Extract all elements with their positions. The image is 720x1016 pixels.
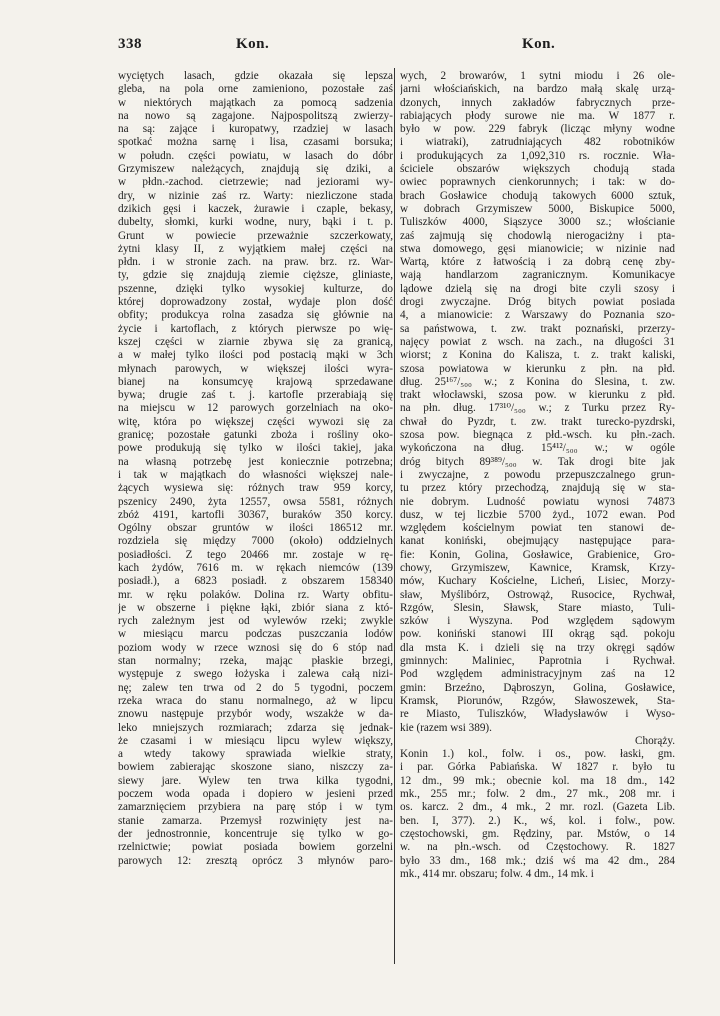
- text-line: wych, 2 browarów, 1 sytni miodu i 26 ole-: [400, 70, 675, 82]
- text-line: stanie zamarza. Przemysł rozwinięty jest na-: [118, 814, 393, 827]
- text-line: szosa pow. biegnąca z płd.-wsch. ku płn.-zach.: [400, 429, 675, 442]
- text-line: Wartą, które z łatwością i za dobrą cenę zby-: [400, 256, 675, 269]
- text-line: na własną potrzebę jest koniecznie potrzebna;: [118, 455, 393, 468]
- text-line: dry, w nizinie zaś rz. Warty: niezliczone stada: [118, 189, 393, 202]
- text-line: zaś zajmują się chodowlą nierogaciżny i pta-: [400, 229, 675, 242]
- text-line: Ogólny obszar gruntów w ilości 186512 mr.: [118, 522, 393, 535]
- text-line: rzelnictwie; powiat posiada bowiem gorzelni: [118, 841, 393, 854]
- text-line: częstochowski, gm. Rędziny, par. Mstów, o 14: [400, 827, 675, 840]
- text-line: było 33 dm., 168 mk.; dziś wś ma 42 dm., 284: [400, 854, 675, 867]
- text-line: je w obszerne i piękne łąki, zbiór siana z któ-: [118, 601, 393, 614]
- text-line: dzikich gęsi i kaczek, żurawie i czaple, bekasy,: [118, 202, 393, 215]
- text-line: gminnych: Maliniec, Paprotnia i Rychwał.: [400, 655, 675, 668]
- text-line: dług. 25¹⁶⁷/₅₀₀ w.; z Konina do Slesina, t. zw.: [400, 375, 675, 388]
- running-head-right: Kon.: [522, 36, 556, 52]
- text-line: w połudn. części powiatu, w lasach do dóbr: [118, 149, 393, 162]
- text-line: mr. w ręku polaków. Dolina rz. Warty obfitu-: [118, 588, 393, 601]
- text-line: znowu następuje przybór wody, wszakże w da-: [118, 708, 393, 721]
- text-line: zbóż 4191, kartofli 30367, buraków 350 korcy.: [118, 508, 393, 521]
- text-line: witę, która po większej części wywozi się za: [118, 415, 393, 428]
- text-line: Rzgów, Slesin, Sławsk, Stare miasto, Tuli-: [400, 601, 675, 614]
- text-line: der jednostronnie, koncentruje się tylko w go-: [118, 827, 393, 840]
- text-line: chowy, Grzymiszew, Kawnice, Kramsk, Krzy-: [400, 561, 675, 574]
- text-line: rych zależnym jest od wylewów rzeki; zwykle: [118, 615, 393, 628]
- text-line: drogi zwyczajne. Dróg bitych powiat posiada: [400, 296, 675, 309]
- text-line: wają handlarzom zagranicznym. Komunikacye: [400, 269, 675, 282]
- text-line: której doprowadzony został, wydaje plon dość: [118, 296, 393, 309]
- text-line: posiadł.), a 6823 posiadł. z obszarem 158340: [118, 575, 393, 588]
- text-line: spotkać można sarnę i lisa, czasami borsuka;: [118, 136, 393, 149]
- text-line: żących wysiewa się: różnych traw 959 korcy,: [118, 482, 393, 495]
- text-line: i tak w majątkach do własności większej nale-: [118, 468, 393, 481]
- text-line: powe produkują się tylko w ilości takiej, jaka: [118, 442, 393, 455]
- text-line: kach żydów, 7616 m. w rękach niemców (139: [118, 561, 393, 574]
- text-line: obfity; produkcya rolna zasadza się głównie na: [118, 309, 393, 322]
- text-line: i zwyczajne, z powodu przepuszczalnego grun-: [400, 468, 675, 481]
- text-line: szków i Wyszyna. Pod względem sądowym: [400, 615, 675, 628]
- text-line: wiorst; z Konina do Kalisza, t. z. trakt kaliski,: [400, 349, 675, 362]
- text-line: leko mniejszych rozmiarach; zdarza się jednak-: [118, 721, 393, 734]
- text-line: wykończona na dług. 15⁴¹²/₅₀₀ w.; w ogóle: [400, 442, 675, 455]
- text-line: jarni włościańskich, na bardzo małą skalę urzą-: [400, 83, 675, 96]
- text-line: ściciele obszarów większych chodują stada: [400, 163, 675, 176]
- page-number: 338: [118, 36, 142, 52]
- text-line: że czasami i w miesiącu lipcu wylew większy,: [118, 734, 393, 747]
- text-line: zamarznięciem przybiera na parę stóp i w tym: [118, 801, 393, 814]
- column-divider: [394, 68, 395, 964]
- text-line: gleba, na pola orne zamieniono, pozostałe zaś: [118, 83, 393, 96]
- text-line: w płdn.-zachod. cietrzewie; nad jeziorami wy-: [118, 176, 393, 189]
- text-line: młynach parowych, w większej ilości wyra-: [118, 362, 393, 375]
- text-line: Chorąży.: [635, 734, 675, 747]
- text-line: najęcy powiat z wsch. na zach., na długości 31: [400, 335, 675, 348]
- text-line: bywa; drugie zaś t. j. kartofle przerabiają się: [118, 389, 393, 402]
- text-line: pow. koniński stanowi III okrąg sąd. pokoju: [400, 628, 675, 641]
- text-line: dla msta K. i dzieli się na trzy okręgi sądów: [400, 641, 675, 654]
- text-line: bowiem zabierając skoszone siano, niszczy za-: [118, 761, 393, 774]
- text-line: rzeka wraca do stanu normalnego, aż w lipcu: [118, 694, 393, 707]
- running-head-left: Kon.: [236, 36, 270, 52]
- text-line: Grzymiszew należących, znajdują się dziki, a: [118, 163, 393, 176]
- text-line: względem kościelnym powiat ten stanowi de-: [400, 522, 675, 535]
- text-line: ben. I, 377). 2.) K., wś, kol. i folw., pow.: [400, 814, 675, 827]
- text-line: było w pow. 229 fabryk (licząc młyny wodne: [400, 123, 675, 136]
- text-line: poczem woda opada i dopiero w jesieni przed: [118, 788, 393, 801]
- text-line: kszej części w ziarnie zbywa się za granicą,: [118, 335, 393, 348]
- text-line: gmin: Brzeźno, Dąbroszyn, Golina, Gosławice,: [400, 681, 675, 694]
- text-line: stwa domowego, gęsi mianowicie; w nizinie nad: [400, 242, 675, 255]
- text-line: dzonych, innych zakładów fabrycznych prze-: [400, 96, 675, 109]
- text-line: sław, Myślibórz, Ostrowąż, Rusocice, Rychwał,: [400, 588, 675, 601]
- text-line: w. na płn.-wsch. od Częstochowy. R. 1827: [400, 841, 675, 854]
- text-line: rozdziela się między 7000 (około) oddzielnych: [118, 535, 393, 548]
- text-line: nie dobrym. Ludność powiatu wynosi 74873: [400, 495, 675, 508]
- text-line: na miejscu w 12 parowych gorzelniach na oko-: [118, 402, 393, 415]
- text-line: Tuliszków 4000, Siąszyce 3000 sz.; włościanie: [400, 216, 675, 229]
- text-line: płdn. i w stronie zach. na praw. brz. rz. War-: [118, 256, 393, 269]
- text-line: w niektórych majątkach za pomocą sadzenia: [118, 96, 393, 109]
- text-line: w miesiącu marcu podczas puszczania lodów: [118, 628, 393, 641]
- text-line: a wtedy takowy sprawiada wielkie straty,: [118, 748, 393, 761]
- text-line: stan normalny; rzeka, mając płaskie brzegi,: [118, 655, 393, 668]
- text-line: owiec poprawnych cienkorunnych; i tak: w do-: [400, 176, 675, 189]
- text-line: posiadłości. Z tego 20466 mr. zostaje w rę-: [118, 548, 393, 561]
- text-line: re Miasto, Tuliszków, Władysławów i Wyso-: [400, 708, 675, 721]
- text-line: a w małej tylko ilości pod postacią mąki w 3ch: [118, 349, 393, 362]
- text-line: Pod względem administracyjnym zaś na 12: [400, 668, 675, 681]
- text-line: kie (razem wsi 389).: [400, 721, 492, 734]
- text-line: wyciętych lasach, gdzie okazała się lepsza: [118, 70, 393, 82]
- text-line: mk., 255 mr.; folw. 2 dm., 27 mk., 208 mr. i: [400, 788, 675, 801]
- text-line: występuje z swego łożyska i zalewa całą nizi-: [118, 668, 393, 681]
- text-line: trakt włocławski, szosa pow. w kierunku z płd.: [400, 389, 675, 402]
- text-line: życie i kartoflach, z których pierwsze po wię-: [118, 322, 393, 335]
- text-line: parowych 12: zresztą oprócz 3 młynów paro-: [118, 854, 393, 867]
- text-line: na nowo są zagajone. Najpospolitszą zwierzy-: [118, 109, 393, 122]
- text-line: bianej na konsumcyę krajową sprzedawane: [118, 375, 393, 388]
- text-line: ty, gdzie się znajdują ziemie cięższe, gliniaste,: [118, 269, 393, 282]
- text-line: na są: zające i kuropatwy, rzadziej w lasach: [118, 123, 393, 136]
- text-line: poziom wody w rzece wznosi się do 6 stóp nad: [118, 641, 393, 654]
- text-line: w dobrach Grzymiszew 5000, Biskupice 5000,: [400, 202, 675, 215]
- text-line: granicę; pozostałe gatunki zboża i rośliny oko-: [118, 429, 393, 442]
- text-line: żytni klasy II, z wyjątkiem małej części na: [118, 242, 393, 255]
- text-line: rabiających płody surowe nie ma. W 1877 r.: [400, 109, 675, 122]
- text-line: kanat koniński, obejmujący następujące para-: [400, 535, 675, 548]
- text-line: i par. Górka Pabiańska. W 1827 r. było tu: [400, 761, 675, 774]
- text-line: mów, Kuchary Kościelne, Licheń, Lisiec, Morzy-: [400, 575, 675, 588]
- text-line: siewy jare. Wylew ten trwa kilka tygodni,: [118, 774, 393, 787]
- text-line: i wiatraki), zatrudniających 482 robotników: [400, 136, 675, 149]
- text-line: os. karcz. 2 dm., 4 mk., 2 mr. rozl. (Gazeta Lib.: [400, 801, 675, 814]
- left-column: [118, 70, 393, 868]
- text-line: dróg bitych 89³⁸⁹/₅₀₀ w. Tak drogi bite jak: [400, 455, 675, 468]
- text-line: Konin 1.) kol., folw. i os., pow. łaski, gm.: [400, 748, 675, 761]
- text-line: sa państwowa, t. zw. trakt poznański, przerzy-: [400, 322, 675, 335]
- text-line: na płn. dług. 17³¹⁰/₅₀₀ w.; z Turku przez Ry-: [400, 402, 675, 415]
- text-line: dubelty, słomki, kurki wodne, nury, bąki i t. p.: [118, 216, 393, 229]
- text-line: Grunt w powiecie przeważnie szczerkowaty,: [118, 229, 393, 242]
- text-line: 12 dm., 99 mk.; obecnie kol. ma 18 dm., 142: [400, 774, 675, 787]
- text-line: fie: Konin, Golina, Gosławice, Grabienice, Gro-: [400, 548, 675, 561]
- text-line: szosa powiatowa w kierunku z płn. na płd.: [400, 362, 675, 375]
- text-line: Kramsk, Piorunów, Rzgów, Sławoszewek, Sta-: [400, 694, 675, 707]
- text-line: pszenne, dzięki tylko wysokiej kulturze, do: [118, 282, 393, 295]
- text-line: mk., 414 mr. obszaru; folw. 4 dm., 14 mk. i: [400, 867, 594, 880]
- right-column: [400, 70, 675, 881]
- text-line: chwał do Pyzdr, t. zw. trakt turecko-pyzdrski,: [400, 415, 675, 428]
- text-line: lądowe dzielą się na drogi bite czyli szosy i: [400, 282, 675, 295]
- text-line: brach Gosławice chodują takowych 6000 sztuk,: [400, 189, 675, 202]
- text-line: nę; zalew ten trwa od 2 do 5 tygodni, poczem: [118, 681, 393, 694]
- text-line: dusz, w tej liczbie 5700 żyd., 1072 ewan. Pod: [400, 508, 675, 521]
- text-line: 4, a mianowicie: z Warszawy do Poznania szo-: [400, 309, 675, 322]
- text-line: pszenicy 2490, żyta 12557, owsa 5581, różnych: [118, 495, 393, 508]
- text-line: tu przez który przechodzą, znajdują się w sta-: [400, 482, 675, 495]
- text-line: i produkujących za 1,092,310 rs. rocznie. Wła-: [400, 149, 675, 162]
